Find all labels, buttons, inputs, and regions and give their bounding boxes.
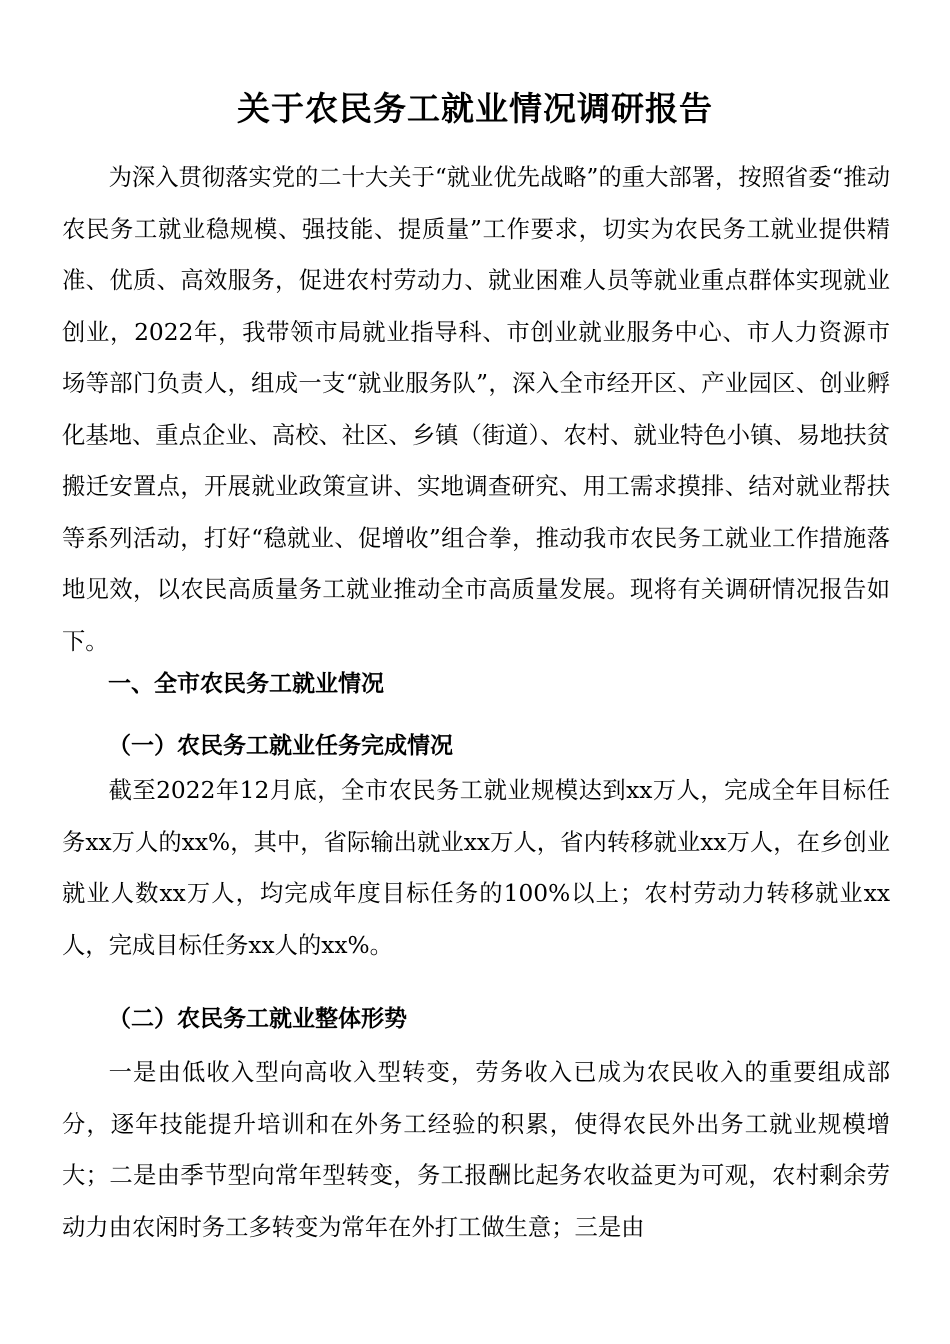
document-title: 关于农民务工就业情况调研报告: [237, 89, 713, 128]
subsection-heading-1: （一）农民务工就业任务完成情况: [108, 732, 453, 759]
subsection-heading-2: （二）农民务工就业整体形势: [108, 1005, 407, 1032]
subsection-2-paragraph: 一是由低收入型向高收入型转变，劳务收入已成为农民收入的重要组成部分，逐年技能提升培训和在外务工经验的积累，使得农民外出务工就业规模增大；二是由季节型向常年型转变，务工报酬比起务农收益更为可观，农村剩余劳动力由农闲时务工多转变为常年在外打工做生意；三是由: [62, 1059, 890, 1241]
intro-paragraph: 为深入贯彻落实党的二十大关于“就业优先战略”的重大部署，按照省委“推动农民务工就业稳规模、强技能、提质量”工作要求，切实为农民务工就业提供精准、优质、高效服务，促进农村劳动力、就业困难人员等就业重点群体实现就业创业，2022年，我带领市局就业指导科、市创业就业服务中心、市人力资源市场等部门负责人，组成一支“就业服务队”，深入全市经开区、产业园区、创业孵化基地、重点企业、高校、社区、乡镇（街道）、农村、就业特色小镇、易地扶贫搬迁安置点，开展就业政策宣讲、实地调查研究、用工需求摸排、结对就业帮扶等系列活动，打好“稳就业、促增收”组合拳，推动我市农民务工就业工作措施落地见效，以农民高质量务工就业推动全市高质量发展。现将有关调研情况报告如下。: [62, 164, 890, 655]
section-heading-1: 一、全市农民务工就业情况: [108, 671, 384, 697]
subsection-1-paragraph: 截至2022年12月底，全市农民务工就业规模达到xx万人，完成全年目标任务xx万人的xx%，其中，省际输出就业xx万人，省内转移就业xx万人，在乡创业就业人数xx万人，均完成年度目标任务的100%以上；农村劳动力转移就业xx人，完成目标任务xx人的xx%。: [62, 777, 891, 959]
